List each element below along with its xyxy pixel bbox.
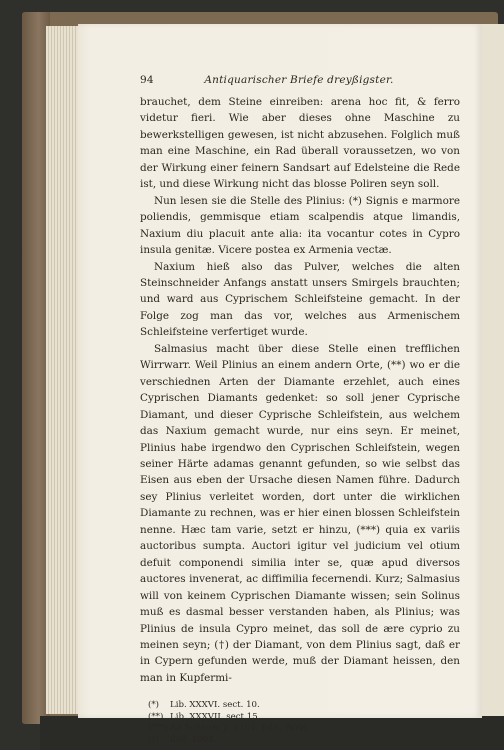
page-text-block [140, 74, 460, 746]
footnote-text: Lib. XXXVI. sect. 10. [170, 700, 260, 711]
footnote [148, 712, 460, 724]
footnote-mark: (**) [148, 711, 164, 722]
footnote-text: Lib. XXXVII. sect 15. [170, 711, 261, 722]
paragraph: brauchet, dem Steine einreiben: arena hoc fit, & ferro videtur fieri. Wie aber dieses ohne Maschine zu bewerkstelligen gewesen, ist nicht abzusehen. Folglich muß man eine Maschine, ein Rad überall voraussetzen, wo von der Wirkung einer feinern Sandsart auf Edelsteine die Rede ist, und diese Wirkung nicht das blosse Poliren seyn soll. [140, 96, 460, 191]
running-title: Antiquarischer Briefe dreyßigster. [204, 74, 394, 86]
footnote [148, 700, 460, 712]
footnotes [140, 700, 460, 746]
footnote [148, 723, 460, 735]
footnote-mark: (*) [148, 700, 160, 711]
running-header [140, 74, 460, 86]
footnote-mark: (***) [148, 723, 168, 734]
page-stack-edges [46, 26, 80, 714]
page-number: 94 [140, 74, 154, 86]
paragraph: Salmasius macht über diese Stelle einen trefflichen Wirrwarr. Weil Plinius an einem andern Orte, (**) wo er die verschiednen Arten der Diamante erzehlet, auch eines Cyprischen Diamants gedenket: so soll jener Cyprische Diamant, und dieser Cyprische Schleifstein, aus welchem das Naxium gemacht wurde, nur eins seyn. Er meinet, Plinius habe irgendwo den Cyprischen Schleifstein, wegen seiner Härte adamas genannt gefunden, so wie selbst das Eisen aus eben der Ursache diesen Namen führe. Dadurch sey Plinius verleitet worden, dort unter die wirklichen Diamante zu rechnen, was er hier einen blossen Schleifstein nenne. Hæc tam varie, setzt er hinzu, (***) quia ex variis auctoribus sumpta. Auctori igitur vel judicium vel otium defuit componendi similia inter se, quæ apud diversos auctores invenerat, ac diffimilia fecernendi. Kurz; Salmasius will von keinem Cyprischen Diamante wissen; sein Solinus muß es dasmal besser verstanden haben, als Plinius; was Plinius de insula Cypro meinet, das soll de ære cyprio zu meinen seyn; (†) der Diamant, von dem Plinius sagt, daß er in Cypern gefunden werde, muß der Diamant heissen, den man in Kupfermi- [140, 342, 460, 684]
footnote [148, 735, 460, 747]
footnote-text: ibid. 1094. [170, 734, 217, 745]
footnote-text: Ad Solinum p. 1101. Edit. Paris. [170, 723, 310, 734]
body-text [140, 94, 460, 686]
facing-page-edge [482, 24, 504, 724]
paragraph: Naxium hieß also das Pulver, welches die alten Steinschneider Anfangs anstatt unsers Smirgels brauchten; und ward aus Cyprischem Schleifsteine gemacht. In der Folge zog man das vor, welches aus Armenischem Schleifsteine verfertiget wurde. [140, 260, 460, 339]
footnote-mark: (†) [148, 734, 160, 745]
paragraph: Nun lesen sie die Stelle des Plinius: (*) Signis e marmore poliendis, gemmisque etiam scalpendis atque limandis, Naxium diu placuit ante alia: ita vocantur cotes in Cypro insula genitæ. Vicere postea ex Armenia vectæ. [140, 194, 460, 257]
